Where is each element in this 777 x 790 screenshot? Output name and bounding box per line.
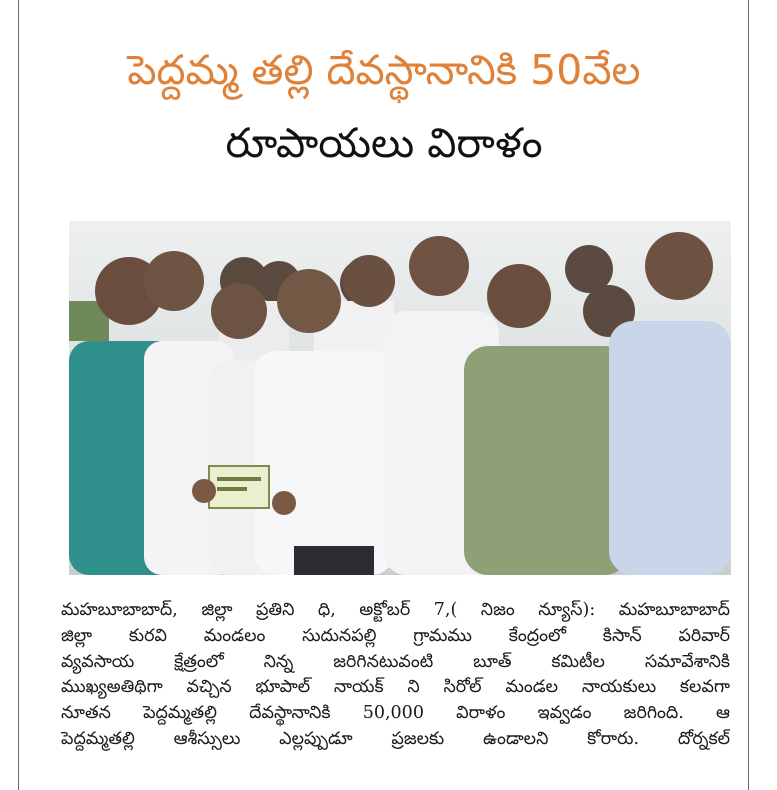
article-line: మహబూబాబాద్, జిల్లా ప్రతిని ధి, అక్టోబర్ 7,( నిజం న్యూస్): మహబూబాబాద్ [61, 600, 730, 620]
article-line: నూతన పెద్దమ్మతల్లి దేవస్థానానికి 50,000 విరాళం ఇవ్వడం జరిగింది. ఆ [61, 703, 730, 724]
headline-line-2: రూపాయలు విరాళం [225, 119, 543, 167]
group-photo-illustration [69, 221, 731, 575]
news-photo [69, 221, 731, 575]
article-line: ముఖ్యఅతిథిగా వచ్చిన భూపాల్ నాయక్ ని సిరోల్ మండల నాయకులు కలవగా [61, 677, 730, 698]
headline-line-1: పెద్దమ్మ తల్లి దేవస్థానానికి 50వేల [127, 46, 641, 94]
article-line: పెద్దమ్మతల్లి ఆశీస్సులు ఎల్లప్పుడూ ప్రజలకు ఉండాలని కోరారు. దోర్నకల్ [61, 728, 730, 749]
article-body [61, 598, 730, 753]
article-line: జిల్లా కురవి మండలం సుదునపల్లి గ్రామము కేంద్రంలో కిసాన్ పరివార్ [61, 625, 730, 646]
article-line: వ్యవసాయ క్షేత్రంలో నిన్న జరిగినటువంటి బూత్ కమిటీల సమావేశానికి [61, 651, 730, 672]
